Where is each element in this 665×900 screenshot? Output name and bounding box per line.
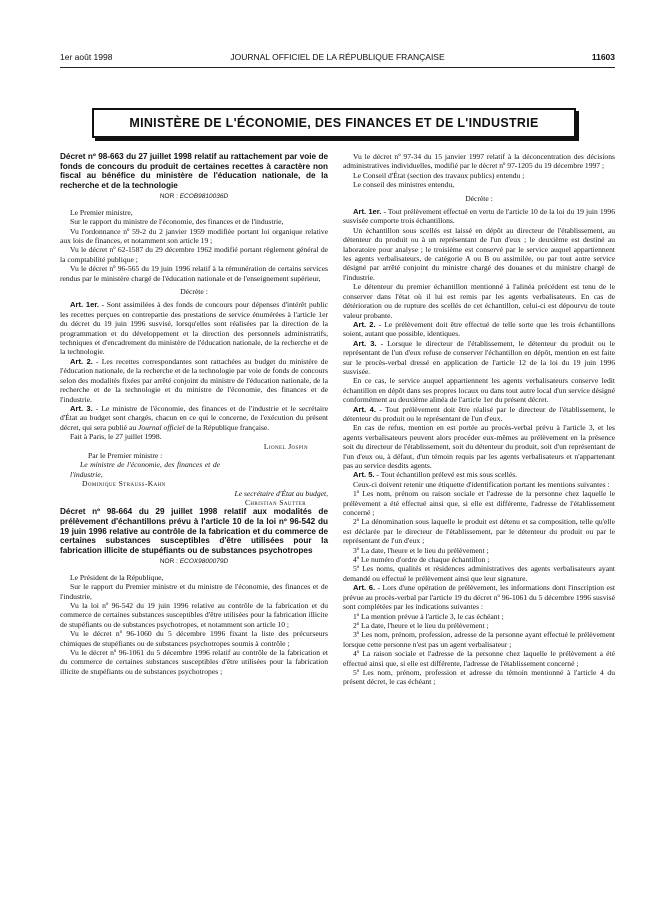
text-paragraph: Le conseil des ministres entendu,	[353, 180, 455, 190]
text-paragraph: Sur le rapport du Premier ministre et du ministre de l'économie, des finances et de l'industrie,	[60, 582, 328, 601]
decree-1-nor: NOR : ECOB9810036D	[159, 193, 229, 201]
secretary-title: Le secrétaire d'État au budget,	[234, 488, 328, 498]
text-paragraph: Vu l'ordonnance nº 59-2 du 2 janvier 1959 modifiée portant loi organique relative aux lois de finances, et notamment son article 19 ;	[60, 226, 328, 245]
text-paragraph: Vu le décret nº 62-1587 du 29 décembre 1962 modifié portant règlement général de la comptabilité publique ;	[60, 245, 328, 264]
minister-name: Dominique Strauss-Kahn	[82, 479, 166, 489]
list-item: 4º La raison sociale et l'adresse de la personne chez laquelle le prélèvement a été effectué ainsi que, si elle est différente, l'adresse de l'établissement concerné ;	[343, 649, 615, 668]
list-item: 1º Les nom, prénom ou raison sociale et l'adresse de la personne chez laquelle le prélèvement a été effectué ainsi que, si elle est différente, l'adresse de l'établissement concerné ;	[343, 489, 615, 518]
secretary-name: Christian Sautter	[244, 497, 306, 507]
text-paragraph: En cas de refus, mention en est portée au procès-verbal prévu à l'article 3, et les agents verbalisateurs peuvent alors procéder eux-mêmes au prélèvement en la présence soit du directeur de l'établissement, soit du détenteur du produit, soit d'un représentant de l'un d'eux ou, à défaut, d'un témoin requis par les agents verbalisateurs et n'appartenant pas au service desdits agents.	[343, 423, 615, 470]
right-column	[343, 152, 615, 687]
article-2: Art. 2. - Le prélèvement doit être effectué de telle sorte que les trois échantillons soient, autant que possible, identiques.	[343, 319, 615, 339]
ministry-title: MINISTÈRE DE L'ÉCONOMIE, DES FINANCES ET DE L'INDUSTRIE	[129, 116, 539, 130]
page-number: 11603	[591, 52, 615, 62]
minister-title: Le ministre de l'économie, des finances et de l'industrie,	[70, 460, 220, 479]
text-paragraph: Vu le décret nº 97-34 du 15 janvier 1997 relatif à la déconcentration des décisions administratives individuelles, modifié par le décret nº 97-1205 du 19 décembre 1997 ;	[343, 152, 615, 171]
text-paragraph: Vu la loi nº 96-542 du 19 juin 1996 relative au contrôle de la fabrication et du commerce de certaines substances susceptibles d'être utilisées pour la fabrication illicite de stupéfiants ou de substances psychotropes, et notamment son article 10 ;	[60, 600, 328, 629]
header-rule	[60, 67, 615, 68]
article-1: Art. 1er. - Tout prélèvement effectué en vertu de l'article 10 de la loi du 19 juin 1996 susvisée comporte trois échantillons.	[343, 207, 616, 226]
list-item: 4º Le numéro d'ordre de chaque échantillon ;	[353, 555, 490, 565]
text-paragraph: Ceux-ci doivent retenir une étiquette d'identification portant les mentions suivantes :	[353, 479, 610, 489]
list-item: 5º Les nom, prénom, profession et adresse du témoin mentionné à l'article 4 du présent décret, le cas échéant ;	[343, 667, 615, 687]
decree-2-nor: NOR : ECOX9800079D	[159, 558, 229, 566]
fait-a-paris: Fait à Paris, le 27 juillet 1998.	[70, 432, 162, 442]
article-4: Art. 4. - Tout prélèvement doit être réalisé par le directeur de l'établissement, le détenteur du produit ou le représentant de l'un d'eux.	[343, 404, 615, 423]
text-paragraph: Vu le décret nº 96-1061 du 5 décembre 1996 relatif au contrôle de la fabrication et du commerce de certaines substances susceptibles d'être utilisées pour la fabrication illicite de stupéfiants ou de substances psychotropes ;	[60, 648, 328, 676]
text-paragraph: Vu le décret nº 96-565 du 19 juin 1996 relatif à la rémunération de certains services rendus par le ministère chargé de l'éducation nationale et de l'enseignement supérieur,	[60, 264, 328, 283]
list-item: 2º La date, l'heure et le lieu du prélèvement ;	[353, 620, 489, 630]
list-item: 3º La date, l'heure et le lieu du prélèvement ;	[353, 545, 489, 555]
text-paragraph: Vu le décret nº 96-1060 du 5 décembre 1996 fixant la liste des précurseurs chimiques de stupéfiants ou de substances psychotropes soumis à contrôle ;	[60, 629, 328, 648]
decree-2-title: Décret nº 98-664 du 29 juillet 1998 relatif aux modalités de prélèvement d'échantillons prévu à l'article 10 de la loi nº 96-542 du 19 juin 1996 relative au contrôle de la fabrication et du commerce de certaines substances susceptibles d'être utilisées pour la fabrication illicite de stupéfiants ou de substances psychotropes	[60, 507, 328, 555]
list-item: 5º Les noms, qualités et résidences administratives des agents verbalisateurs ayant demandé ou effectué le prélèvement ainsi que leur signature.	[343, 564, 615, 583]
ministry-banner	[92, 108, 576, 138]
decrete-label: Décrète :	[465, 193, 493, 203]
text-paragraph: Sur le rapport du ministre de l'économie, des finances et de l'industrie,	[70, 217, 284, 227]
page-header	[60, 52, 615, 66]
list-item: 2º La dénomination sous laquelle le produit est détenu et sa composition, telle qu'elle est déclarée par le directeur de l'établissement, par le détenteur du produit ou par le représentant de l'un d'eux ;	[343, 517, 615, 546]
article-2: Art. 2. - Les recettes correspondantes sont rattachées au budget du ministère de l'éducation nationale, de la recherche et de la technologie par voie de fonds de concours selon des modalités fixées par arrêté conjoint du ministre de l'éducation nationale, de la recherche et de la technologie et du ministre de l'économie, des finances et de l'industrie.	[60, 356, 328, 404]
article-1: Art. 1er. - Sont assimilées à des fonds de concours pour dépenses d'intérêt public les recettes perçues en contrepartie des prestations de service énumérées à l'article 1er du décret du 19 juin 1996 susvisé, lorsqu'elles sont réalisées par la direction de la programmation et du développement et la direction des personnels administratifs, techniques et d'encadrement du ministère de l'éducation nationale, de la recherche et de la technologie.	[60, 300, 328, 357]
text-paragraph: Le Premier ministre,	[70, 207, 133, 217]
list-item: 3º Les nom, prénom, profession, adresse de la personne ayant effectué le prélèvement lorsque cette personne n'est pas un agent verbalisateur ;	[343, 630, 615, 649]
decrete-label: Décrète :	[180, 287, 208, 297]
article-5: Art. 5. - Tout échantillon prélevé est mis sous scellés.	[353, 470, 518, 480]
article-6: Art. 6. - Lors d'une opération de prélèvement, les informations dont l'inscription est prévue au procès-verbal par l'article 19 du décret nº 96-1061 du 5 décembre 1996 susvisé sont complétées par les indications suivantes :	[343, 583, 615, 612]
list-item: 1º La mention prévue à l'article 3, le cas échéant ;	[353, 611, 504, 621]
signature-pm: Lionel Jospin	[263, 441, 308, 451]
decree-1-title: Décret nº 98-663 du 27 juillet 1998 relatif au rattachement par voie de fonds de concours du produit de certaines recettes à caractère non fiscal au bénéfice du ministère de l'éducation nationale, de la recherche et de la technologie	[60, 152, 328, 190]
text-paragraph: Le Président de la République,	[70, 572, 164, 582]
text-paragraph: En ce cas, le service auquel appartiennent les agents verbalisateurs conserve ledit échantillon en dépôt dans ses propres locaux ou dans tout autre local d'un service désigné conformément au deuxième alinéa de l'article 1er du présent décret.	[343, 376, 615, 405]
article-3: Art. 3. - Lorsque le directeur de l'établissement, le détenteur du produit ou le représentant de l'un d'eux refuse de conserver l'échantillon en dépôt, mention en est faite sur le procès-verbal dressé en application de l'article 12 de la loi du 19 juin 1996 susvisée.	[343, 338, 615, 376]
par-le-premier-ministre: Par le Premier ministre :	[88, 450, 163, 460]
journal-title: JOURNAL OFFICIEL DE LA RÉPUBLIQUE FRANÇAISE	[230, 52, 445, 62]
text-paragraph: Le Conseil d'État (section des travaux publics) entendu ;	[353, 170, 525, 180]
text-paragraph: Un échantillon sous scellés est laissé en dépôt au directeur de l'établissement, au détenteur du produit ou à un représentant de l'un d'eux ; le deuxième est destiné au laboratoire pour analyse ; le troisième est conservé par le service auquel appartiennent les agents verbalisateurs, de catégorie A ou B ou assimilée, ou par tout autre service désigné par arrêté conjoint du ministre chargé des douanes et du ministre chargé de l'industrie.	[343, 225, 615, 282]
article-3: Art. 3. - Le ministre de l'économie, des finances et de l'industrie et le secrétaire d'État au budget sont chargés, chacun en ce qui le concerne, de l'exécution du présent décret, qui sera publié au Journal officiel de la République française.	[60, 403, 328, 432]
left-column	[60, 152, 328, 676]
header-date: 1er août 1998	[60, 52, 113, 62]
text-paragraph: Le détenteur du premier échantillon mentionné à l'alinéa précédent est tenu de le conserver dans l'état où il lui est remis par les agents verbalisateurs. En cas de détérioration ou de rupture des scellés de cet échantillon, celui-ci est dépourvu de toute valeur probante.	[343, 282, 615, 320]
